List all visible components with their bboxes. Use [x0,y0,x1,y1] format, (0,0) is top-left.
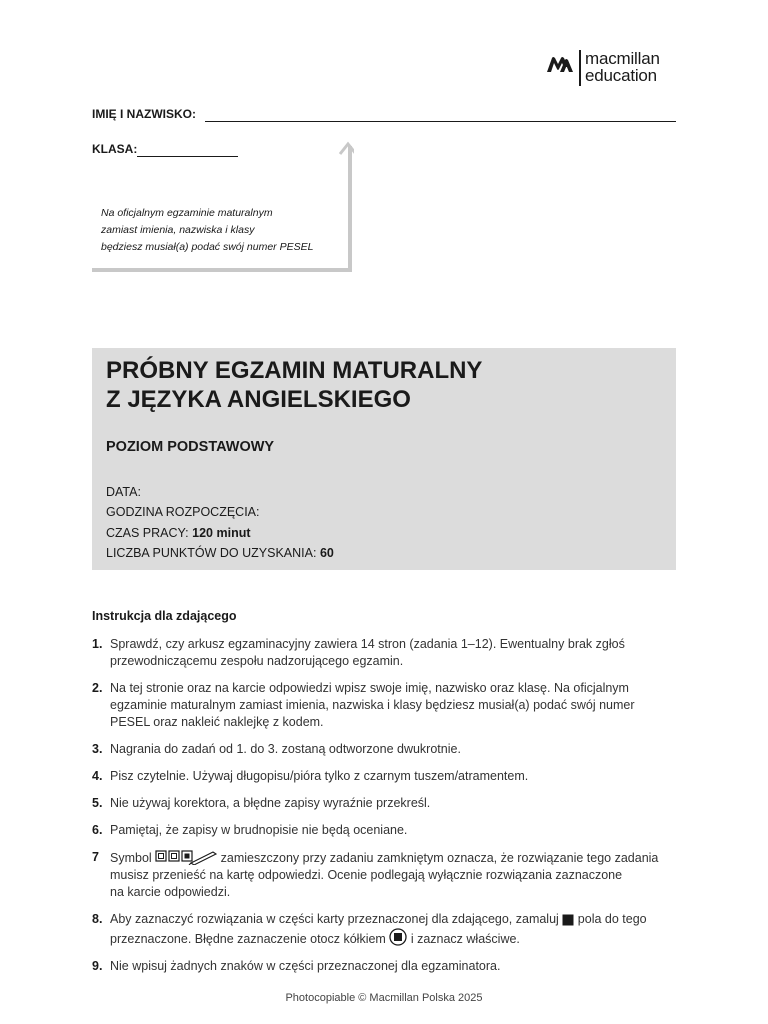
instruction-line [110,849,682,867]
instructions-list [92,636,682,975]
class-label: KLASA: [92,142,138,156]
note-line: zamiast imienia, nazwiska i klasy [101,224,255,236]
name-field [92,107,196,121]
instruction-line: musisz przenieść na kartę odpowiedzi. Ocenie podlegają wyłącznie rozwiązania zaznaczone [110,868,623,882]
instruction-number: 2. [92,681,103,695]
instruction-number: 7 [92,850,99,864]
pesel-note [101,205,341,256]
instruction-item [92,849,682,901]
symbol-prefix: Symbol [110,851,152,865]
time-value: 120 minut [192,525,251,540]
instruction-item [92,795,682,812]
time-row [106,523,334,543]
instruction-fragment: przeznaczone. Błędne zaznaczenie otocz kółkiem [110,932,386,946]
instruction-line: Nie używaj korektora, a błędne zapisy wyraźnie przekreśl. [110,796,431,810]
instruction-fragment: Aby zaznaczyć rozwiązania w części karty przeznaczonej dla zdającego, zamaluj [110,912,559,926]
instruction-line [110,911,682,928]
instruction-number: 9. [92,959,103,973]
start-label: GODZINA ROZPOCZĘCIA: [106,505,260,520]
instruction-line: na karcie odpowiedzi. [110,885,231,899]
logo-divider [579,50,581,86]
points-label: LICZBA PUNKTÓW DO UZYSKANIA: [106,546,317,561]
date-label: DATA: [106,485,141,499]
instruction-line: Nie wpisuj żadnych znaków w części przeznaczonej dla egzaminatora. [110,959,501,973]
instruction-number: 5. [92,796,103,810]
exam-banner [92,348,676,570]
time-label: CZAS PRACY: [106,525,189,540]
name-label: IMIĘ I NAZWISKO: [92,107,196,121]
instruction-number: 3. [92,742,103,756]
exam-title [106,356,482,414]
brand-logo [546,50,686,90]
symbol-suffix: zamieszczony przy zadaniu zamkniętym oznacza, że rozwiązanie tego zadania [220,851,659,865]
name-input-line[interactable] [205,121,676,122]
instruction-number: 8. [92,912,103,926]
instruction-item [92,958,682,975]
exam-title-line2: Z JĘZYKA ANGIELSKIEGO [106,386,411,413]
brand-name [585,50,660,84]
transfer-to-answer-sheet-icon [155,849,217,865]
instruction-item [92,768,682,785]
instruction-item [92,822,682,839]
instruction-item [92,911,682,948]
instruction-line: Sprawdź, czy arkusz egzaminacyjny zawiera 14 stron (zadania 1–12). Ewentualny brak zgłoś [110,637,625,651]
start-row [106,502,334,522]
note-line: Na oficjalnym egzaminie maturalnym [101,207,273,219]
instructions-heading: Instrukcja dla zdającego [92,609,237,623]
instruction-item [92,680,682,731]
points-row [106,543,334,563]
note-line: będziesz musiał(a) podać swój numer PESEL [101,241,314,253]
instruction-line: przewodniczącemu zespołu nadzorującego egzamin. [110,654,404,668]
instruction-number: 6. [92,823,103,837]
instruction-number: 4. [92,769,103,783]
instruction-line: Nagrania do zadań od 1. do 3. zostaną odtworzone dwukrotnie. [110,742,461,756]
exam-meta [106,482,334,564]
exam-title-line1: PRÓBNY EGZAMIN MATURALNY [106,357,483,384]
instruction-line: egzaminie maturalnym zamiast imienia, nazwiska i klasy będziesz musiał(a) podać swój numer [110,698,635,712]
exam-level: POZIOM PODSTAWOWY [106,439,275,455]
instruction-line: PESEL oraz naklеić naklejkę z kodem. [110,715,324,729]
instruction-item [92,741,682,758]
instruction-item [92,636,682,670]
instruction-line: Pamiętaj, że zapisy w brudnopisie nie będą oceniane. [110,823,408,837]
footer-copyright: Photocopiable © Macmillan Polska 2025 [285,992,483,1004]
filled-square-icon [562,914,574,926]
circled-square-icon [389,928,407,946]
instruction-line: Pisz czytelnie. Używaj długopisu/pióra tylko z czarnym tuszem/atramentem. [110,769,529,783]
instruction-fragment: pola do tego [577,912,647,926]
instruction-line [110,928,682,948]
instruction-line: Na tej stronie oraz na karcie odpowiedzi wpisz swoje imię, nazwisko oraz klasę. Na oficjalnym [110,681,629,695]
points-value: 60 [319,546,334,561]
brand-line1: macmillan [585,49,660,68]
date-row [106,482,334,502]
brand-line2: education [585,66,657,85]
instruction-fragment: i zaznacz właściwe. [410,932,520,946]
instruction-number: 1. [92,637,103,651]
macmillan-logo-icon [546,54,574,76]
